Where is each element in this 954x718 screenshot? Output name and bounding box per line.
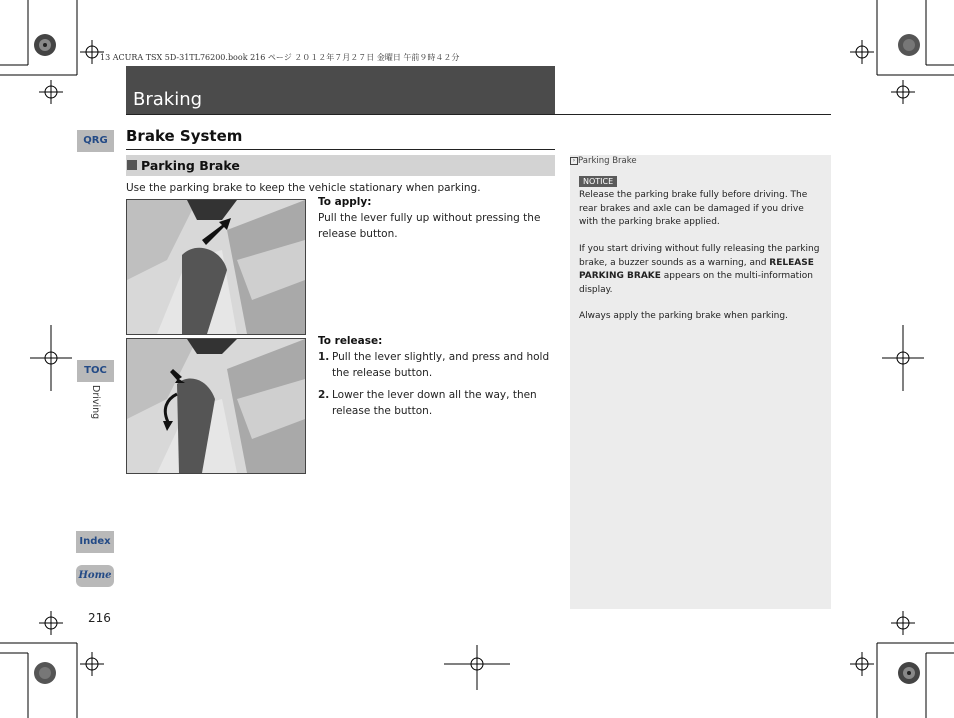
- toc-tab[interactable]: TOC: [77, 360, 114, 382]
- book-file-info: 13 ACURA TSX 5D-31TL76200.book 216 ページ ２０１２年７月２７日 金曜日 午前９時４２分: [100, 53, 460, 62]
- home-tab[interactable]: [76, 565, 114, 587]
- release-step-2: [318, 388, 550, 419]
- subsection-square-icon: [127, 160, 137, 170]
- notice-text: Release the parking brake fully before driving. The rear brakes and axle can be damaged if you drive with the parking brake applied.: [579, 190, 808, 227]
- apply-label: To apply:: [318, 196, 372, 208]
- section-rule: [126, 149, 555, 150]
- step-text: Lower the lever down all the way, then release the button.: [332, 389, 537, 417]
- always-apply-text: Always apply the parking brake when parking.: [579, 311, 788, 321]
- section-title: Brake System: [126, 127, 243, 145]
- index-tab[interactable]: Index: [76, 531, 114, 553]
- chapter-title: Braking: [133, 89, 203, 110]
- apply-brake-illustration: [126, 199, 306, 335]
- page-number: 216: [88, 611, 111, 625]
- header-rule: [126, 114, 831, 115]
- release-brake-illustration: [126, 338, 306, 474]
- sidebar-title-text: Parking Brake: [578, 156, 637, 166]
- release-step-1: [318, 350, 550, 381]
- buzzer-warning-text: [579, 243, 824, 297]
- notice-badge: NOTICE: [579, 176, 617, 187]
- step-number: 2.: [318, 389, 330, 401]
- reference-arrow-icon: ›: [570, 157, 578, 165]
- parking-brake-lever-up-icon: [127, 200, 305, 334]
- intro-text: Use the parking brake to keep the vehicle stationary when parking.: [126, 182, 481, 194]
- step-text: Pull the lever slightly, and press and hold the release button.: [332, 351, 550, 379]
- qrg-tab[interactable]: QRG: [77, 130, 114, 152]
- parking-brake-lever-down-icon: [127, 339, 305, 473]
- subsection-title: Parking Brake: [141, 158, 240, 173]
- release-label: To release:: [318, 335, 383, 347]
- sidebar-title[interactable]: [570, 156, 637, 166]
- apply-text: Pull the lever fully up without pressing the release button.: [318, 212, 541, 240]
- home-label: Home: [78, 570, 112, 581]
- buzzer-text-end: appears on the multi-information display.: [579, 271, 813, 295]
- buzzer-text-start: If you start driving without fully releasing the parking brake, a buzzer sounds as a warning, and: [579, 244, 820, 268]
- step-number: 1.: [318, 351, 330, 363]
- release-parking-brake-message: RELEASE PARKING BRAKE: [579, 257, 814, 281]
- section-side-label: Driving: [90, 385, 101, 420]
